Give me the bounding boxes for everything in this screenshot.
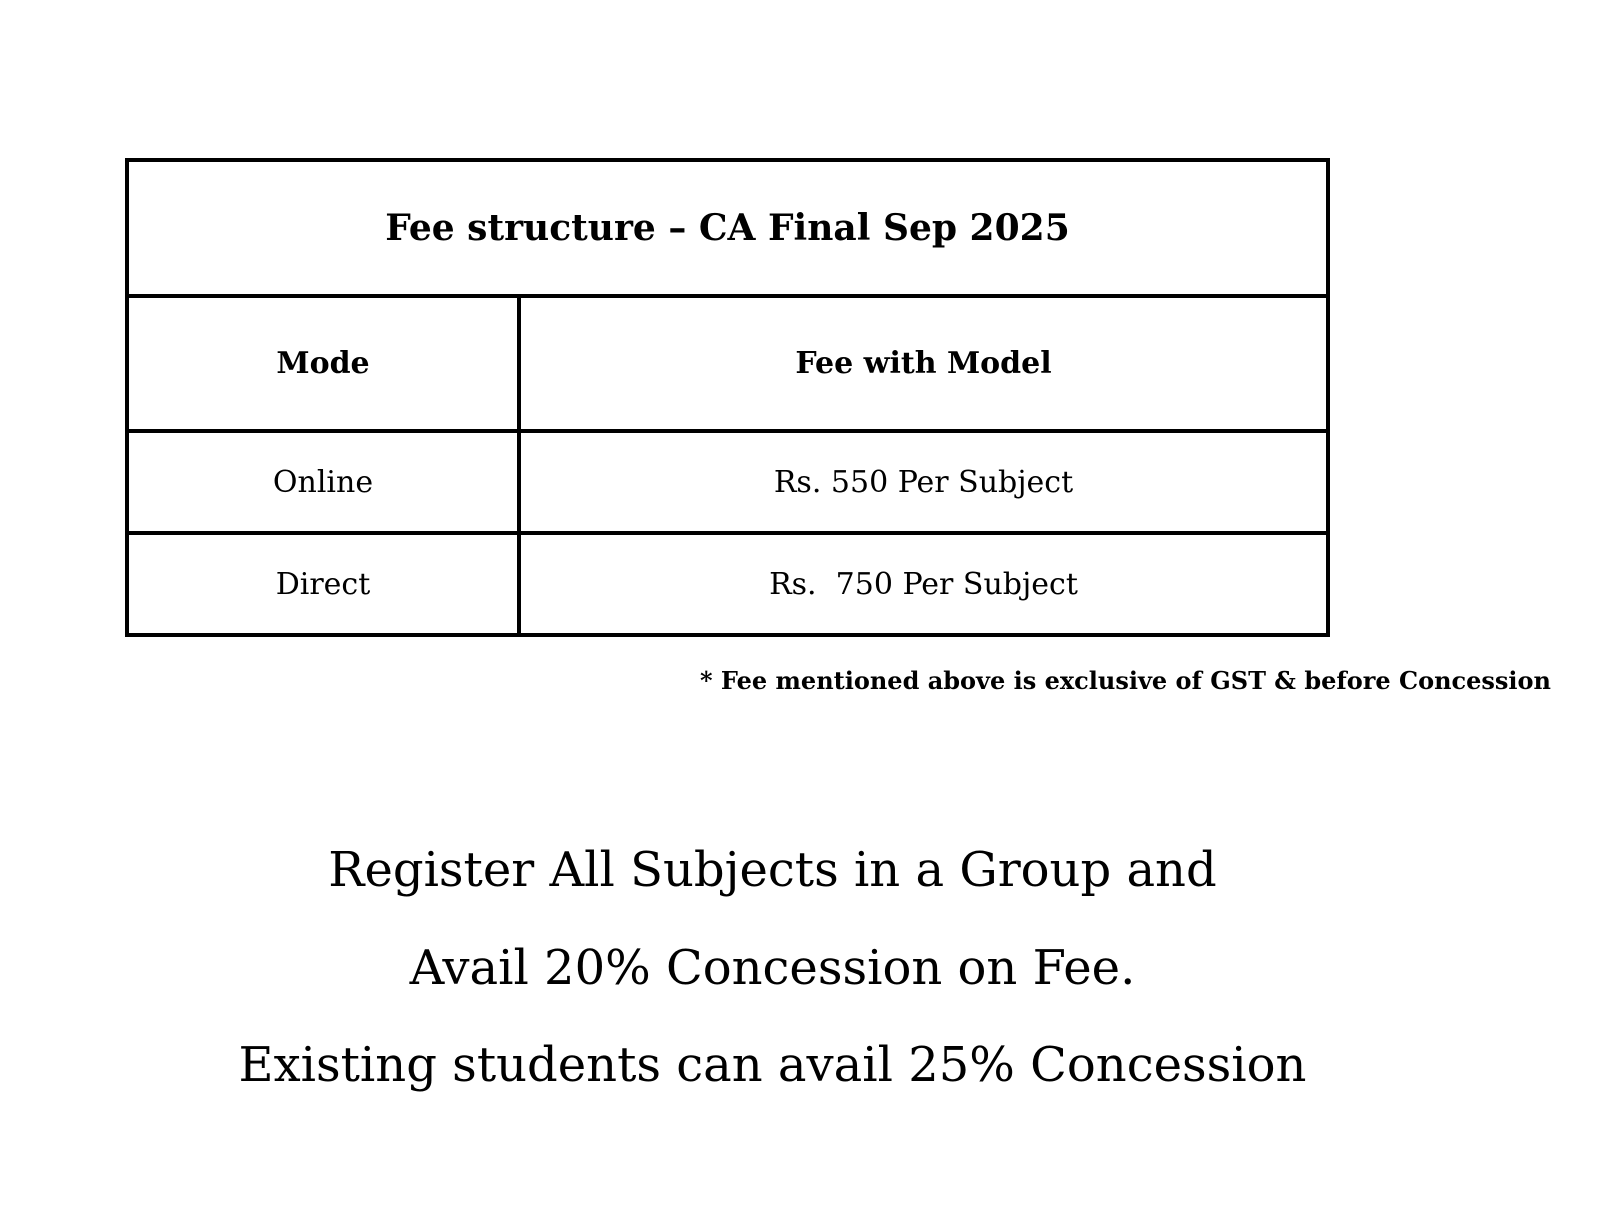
table-title: Fee structure – CA Final Sep 2025	[127, 160, 1328, 296]
gst-footnote: * Fee mentioned above is exclusive of GST & before Concession	[700, 666, 1552, 695]
promo-line-3: Existing students can avail 25% Concession	[238, 1037, 1307, 1093]
column-header-mode: Mode	[127, 296, 519, 431]
table-title-row	[127, 160, 1328, 296]
mode-cell-online: Online	[127, 431, 519, 533]
table-row	[127, 431, 1328, 533]
fee-structure-table	[125, 158, 1330, 637]
fee-cell-direct: Rs. 750 Per Subject	[519, 533, 1328, 635]
mode-cell-direct: Direct	[127, 533, 519, 635]
fee-cell-online: Rs. 550 Per Subject	[519, 431, 1328, 533]
table-row	[127, 533, 1328, 635]
promo-line-2: Avail 20% Concession on Fee.	[409, 940, 1136, 996]
table-header-row	[127, 296, 1328, 431]
column-header-fee: Fee with Model	[519, 296, 1328, 431]
promo-line-1: Register All Subjects in a Group and	[328, 842, 1217, 898]
